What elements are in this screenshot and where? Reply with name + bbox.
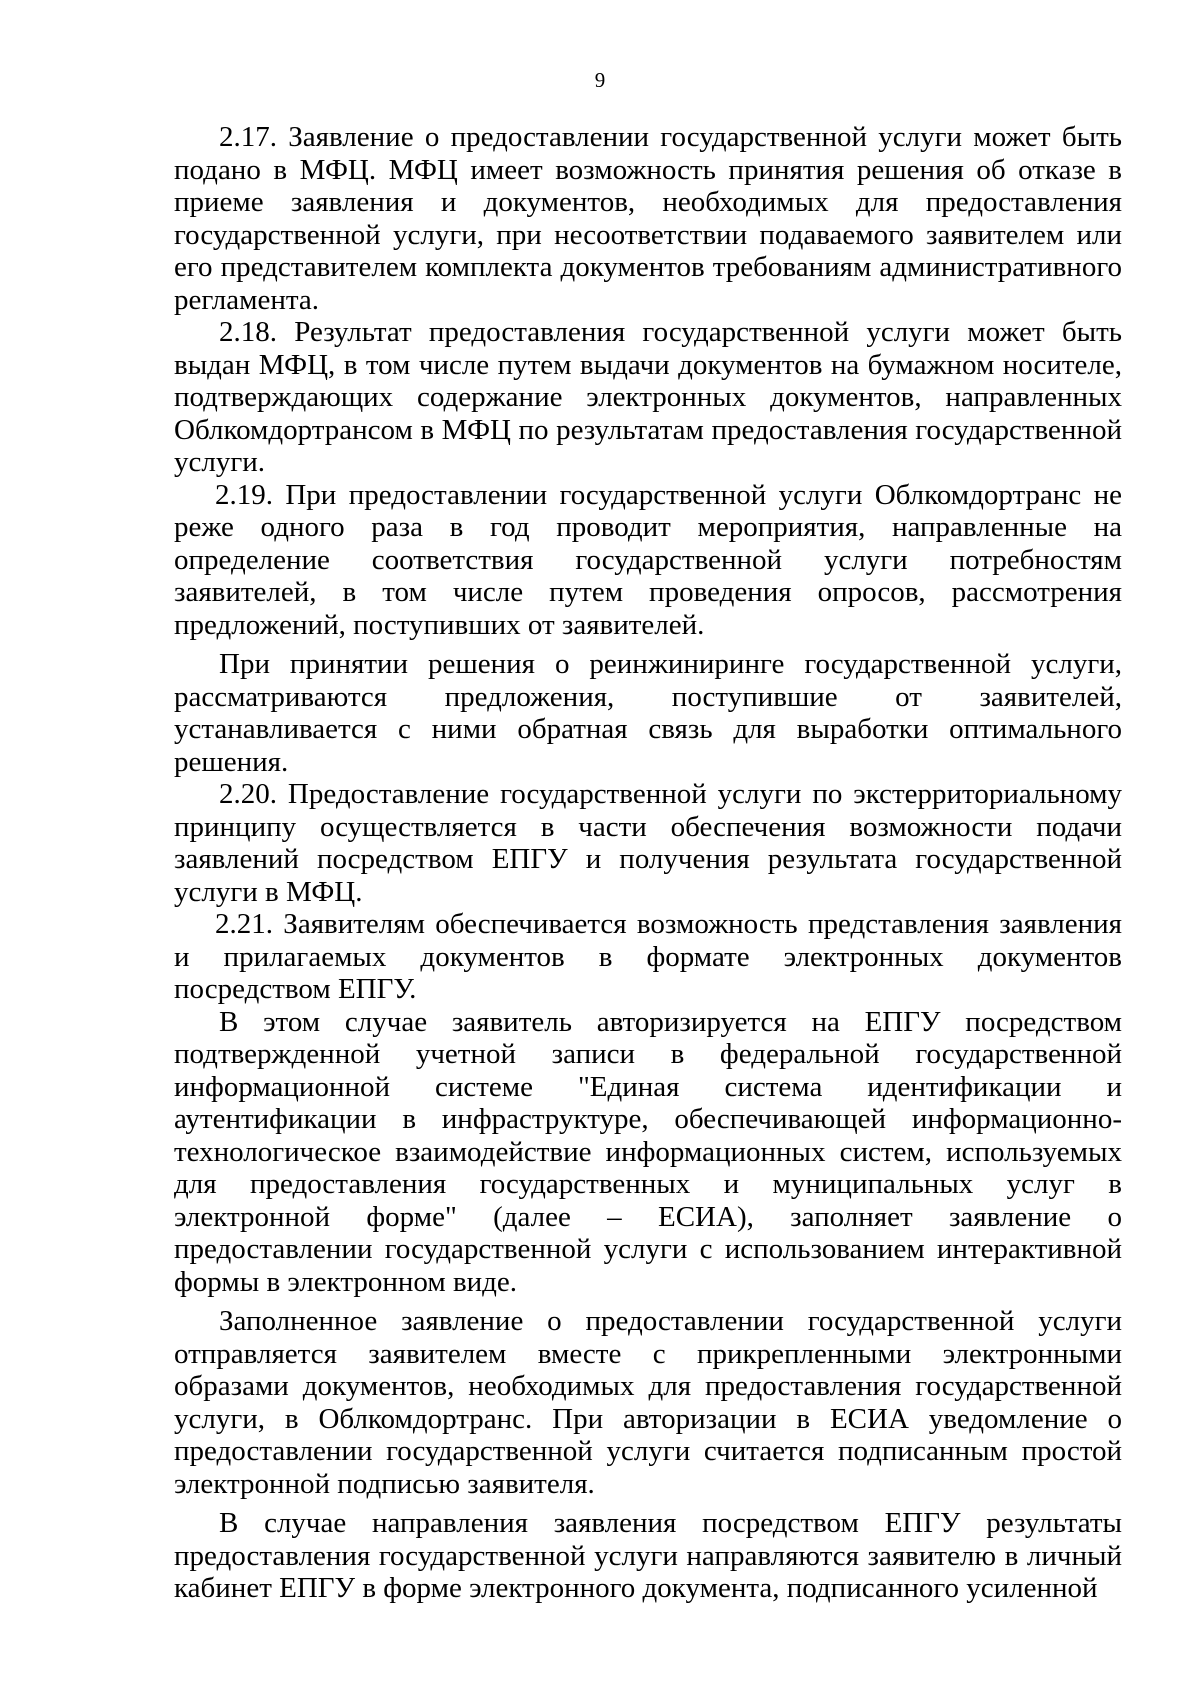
page-number: 9 [594,68,606,92]
document-body [174,121,1122,1605]
paragraph-2-21: 2.21. Заявителям обеспечивается возможность представления заявления и прилагаемых документов в формате электронных документов посредством ЕПГУ. [174,908,1122,1005]
paragraph-result-delivery: В случае направления заявления посредством ЕПГУ результаты предоставления государственной услуги направляются заявителю в личный кабинет ЕПГУ в форме электронного документа, подписанного усиленной [174,1507,1122,1604]
paragraph-2-19: 2.19. При предоставлении государственной услуги Облкомдортранс не реже одного раза в год проводит мероприятия, направленные на определение соответствия государственной услуги потребностям заявителей, в том числе путем проведения опросов, рассмотрения предложений, поступивших от заявителей. [174,478,1122,641]
paragraph-reengineering: При принятии решения о реинжиниринге государственной услуги, рассматриваются предложения, поступившие от заявителей, устанавливается с ними обратная связь для выработки оптимального решения. [174,648,1122,778]
paragraph-2-17: 2.17. Заявление о предоставлении государственной услуги может быть подано в МФЦ. МФЦ имеет возможность принятия решения об отказе в приеме заявления и документов, необходимых для предоставления государственной услуги, при несоответствии подаваемого заявителем или его представителем комплекта документов требованиям административного регламента. [174,121,1122,316]
paragraph-filled-application: Заполненное заявление о предоставлении государственной услуги отправляется заявителем вместе с прикрепленными электронными образами документов, необходимых для предоставления государственной услуги, в Облкомдортранс. При авторизации в ЕСИА уведомление о предоставлении государственной услуги считается подписанным простой электронной подписью заявителя. [174,1305,1122,1500]
paragraph-esia-authorization: В этом случае заявитель авторизируется на ЕПГУ посредством подтвержденной учетной записи в федеральной государственной информационной системе "Единая система идентификации и аутентификации в инфраструктуре, обеспечивающей информационно-технологическое взаимодействие информационных систем, используемых для предоставления государственных и муниципальных услуг в электронной форме" (далее – ЕСИА), заполняет заявление о предоставлении государственной услуги с использованием интерактивной формы в электронном виде. [174,1005,1122,1298]
paragraph-2-18: 2.18. Результат предоставления государственной услуги может быть выдан МФЦ, в том числе путем выдачи документов на бумажном носителе, подтверждающих содержание электронных документов, направленных Облкомдортрансом в МФЦ по результатам предоставления государственной услуги. [174,316,1122,478]
paragraph-2-20: 2.20. Предоставление государственной услуги по экстерриториальному принципу осуществляется в части обеспечения возможности подачи заявлений посредством ЕПГУ и получения результата государственной услуги в МФЦ. [174,778,1122,908]
